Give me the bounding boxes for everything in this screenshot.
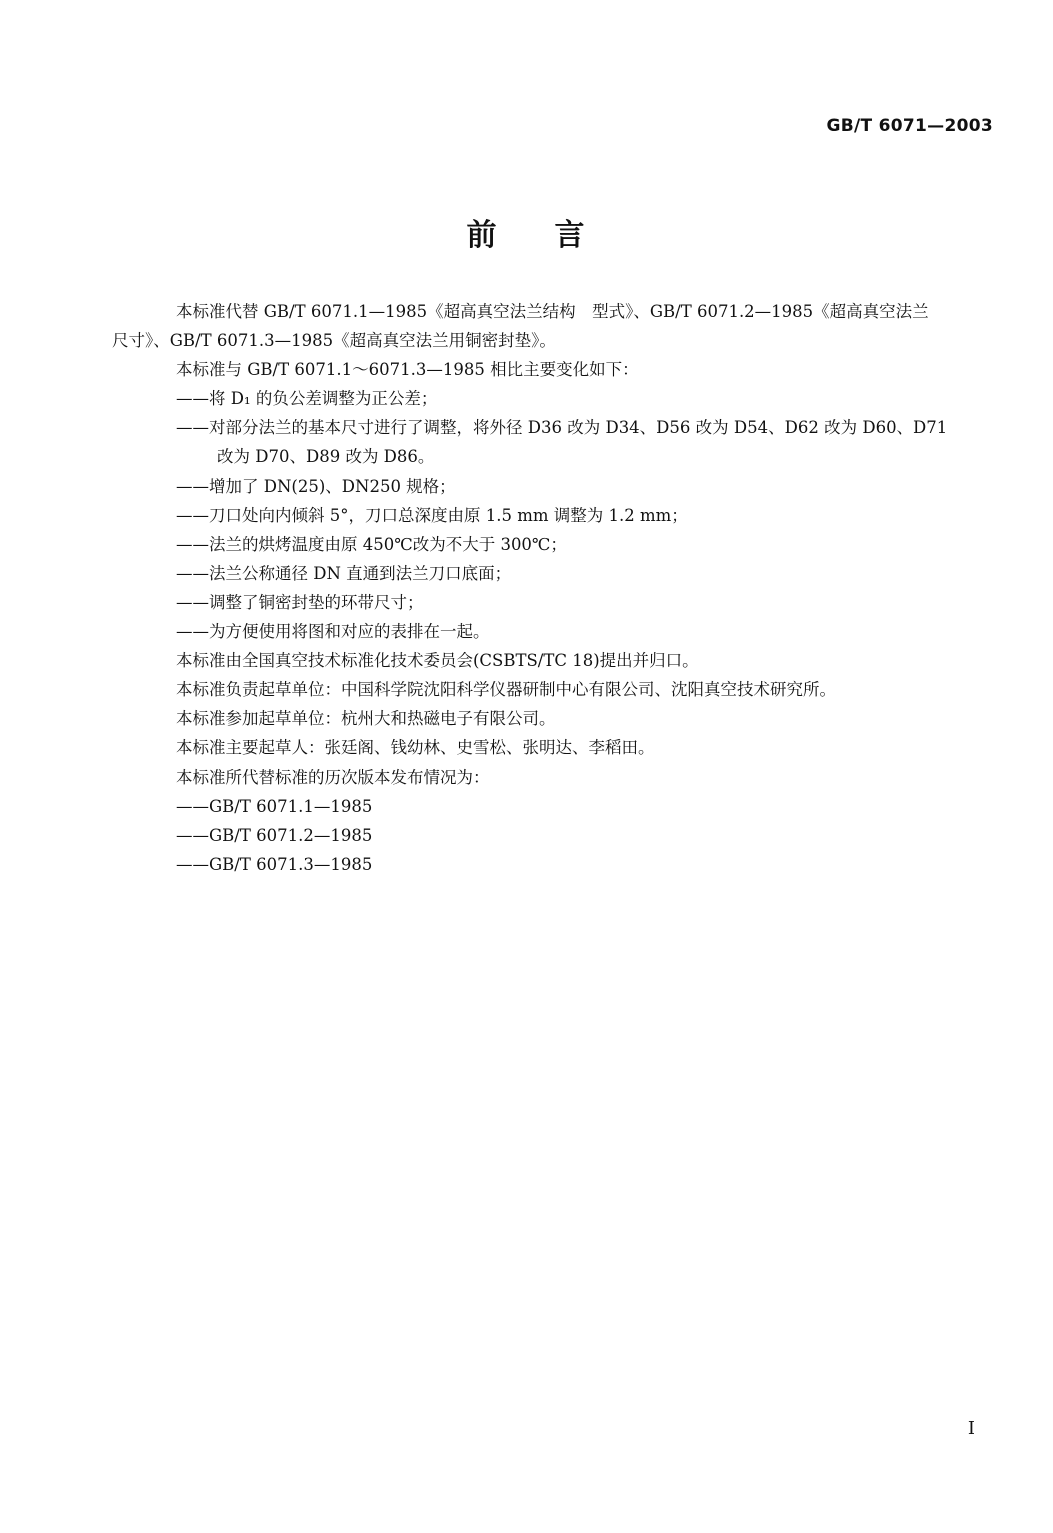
paragraph: 本标准由全国真空技术标准化技术委员会(CSBTS/TC 18)提出并归口。 [176, 651, 699, 671]
standard-code: GB/T 6071—2003 [826, 116, 993, 136]
preface-body [112, 297, 994, 879]
change-item: ——刀口处向内倾斜 5°，刀口总深度由原 1.5 mm 调整为 1.2 mm； [176, 505, 688, 525]
title-char-2: 言 [554, 218, 587, 253]
change-item-continuation: 改为 D70、D89 改为 D86。 [217, 447, 435, 467]
title-char-1: 前 [466, 218, 499, 253]
paragraph: 本标准所代替标准的历次版本发布情况为： [176, 767, 490, 787]
change-item: ——为方便使用将图和对应的表排在一起。 [176, 622, 490, 642]
history-item: ——GB/T 6071.3—1985 [176, 854, 373, 874]
change-item: ——法兰公称通径 DN 直通到法兰刀口底面； [176, 563, 512, 583]
paragraph-continuation: 尺寸》、GB/T 6071.3—1985《超高真空法兰用铜密封垫》。 [112, 331, 556, 351]
page-title [0, 210, 1053, 254]
paragraph: 本标准负责起草单位：中国科学院沈阳科学仪器研制中心有限公司、沈阳真空技术研究所。 [176, 680, 836, 700]
change-item: ——对部分法兰的基本尺寸进行了调整，将外径 D36 改为 D34、D56 改为 D54、D62 改为 D60、D71 [176, 418, 948, 438]
paragraph: 本标准参加起草单位：杭州大和热磁电子有限公司。 [176, 709, 556, 729]
paragraph: 本标准主要起草人：张廷阁、钱幼林、史雪松、张明达、李稻田。 [176, 738, 655, 758]
change-item: ——增加了 DN(25)、DN250 规格； [176, 476, 456, 496]
history-item: ——GB/T 6071.1—1985 [176, 796, 373, 816]
history-item: ——GB/T 6071.2—1985 [176, 825, 373, 845]
paragraph: 本标准与 GB/T 6071.1～6071.3—1985 相比主要变化如下： [176, 360, 639, 380]
change-item: ——将 D₁ 的负公差调整为正公差； [176, 389, 438, 409]
page-number: I [967, 1418, 975, 1439]
change-item: ——法兰的烘烤温度由原 450℃改为不大于 300℃； [176, 534, 567, 554]
change-item: ——调整了铜密封垫的环带尺寸； [176, 592, 424, 612]
paragraph: 本标准代替 GB/T 6071.1—1985《超高真空法兰结构 型式》、GB/T 6071.2—1985《超高真空法兰 [176, 302, 929, 321]
